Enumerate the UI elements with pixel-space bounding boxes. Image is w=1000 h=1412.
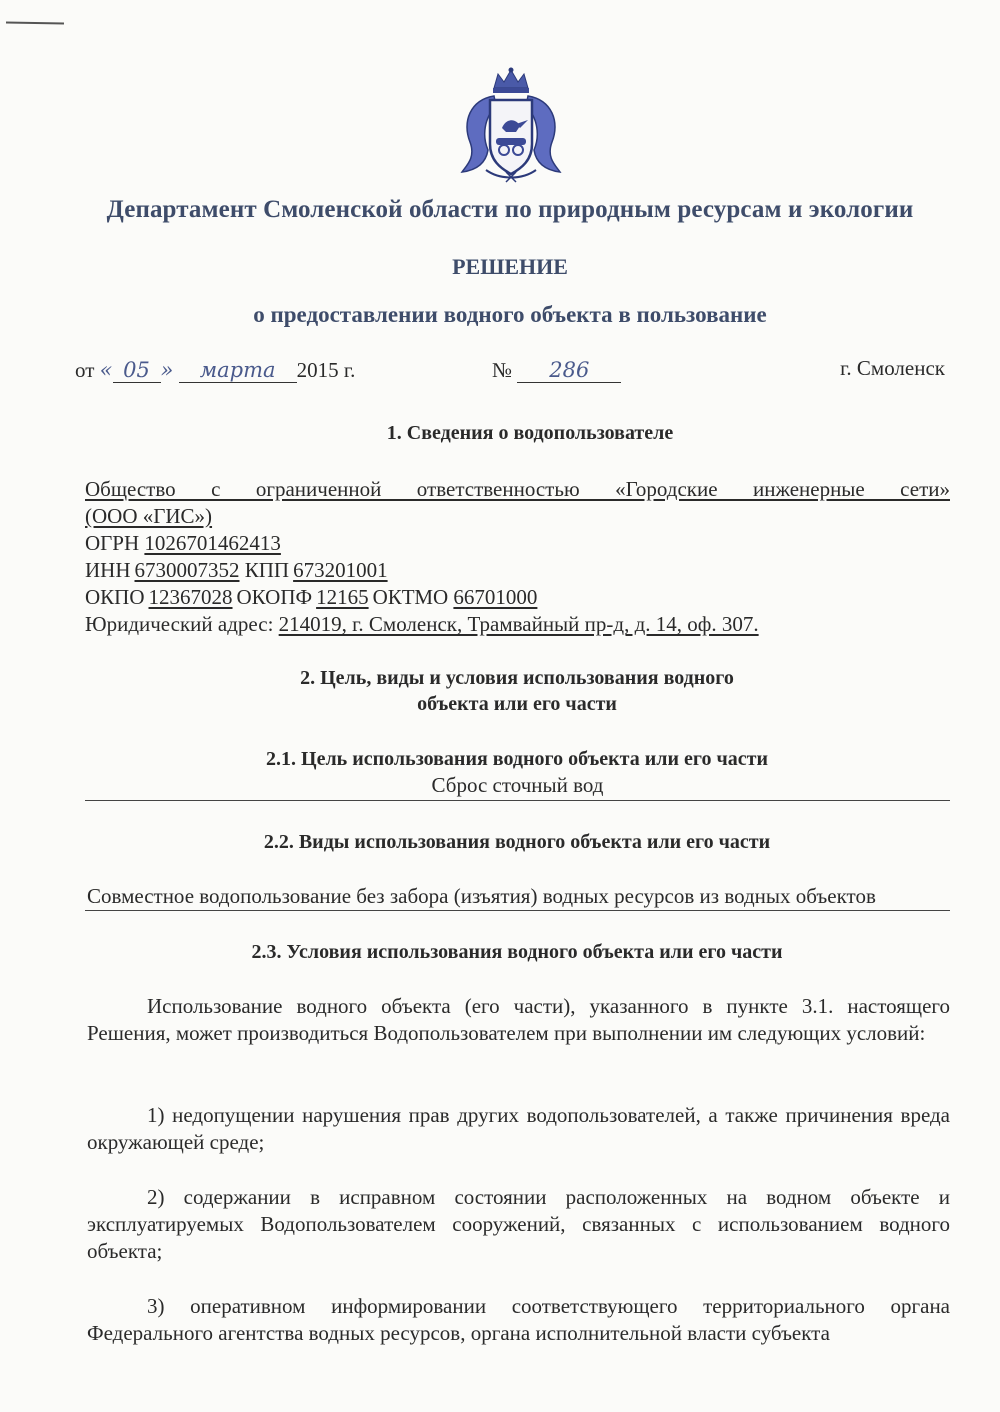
- address-label: Юридический адрес:: [85, 612, 274, 636]
- date-line: [75, 358, 355, 383]
- inn-label: ИНН: [85, 558, 131, 582]
- number-label: №: [492, 358, 513, 382]
- ogrn-value: 1026701462413: [144, 531, 281, 555]
- oktmo-label: ОКТМО: [372, 585, 449, 609]
- city: г. Смоленск: [840, 356, 945, 380]
- address-row: [85, 611, 950, 638]
- purpose-value: Сброс сточный вод: [431, 773, 604, 797]
- okopf-value: 12165: [316, 585, 369, 609]
- address-value: 214019, г. Смоленск, Трамвайный пр-д, д. 14, оф. 307.: [278, 612, 759, 636]
- condition-text: 2) содержании в исправном состоянии расположенных на водном объекте и эксплуатируемых Водопользователем сооружений, связанных с использованием водного объекта;: [87, 1185, 950, 1263]
- section2-2-title: 2.2. Виды использования водного объекта или его части: [263, 831, 771, 853]
- date-day: 05: [113, 358, 161, 383]
- scan-mark: [6, 21, 64, 24]
- number-line: [492, 358, 621, 383]
- okpo-label: ОКПО: [85, 585, 145, 609]
- condition-item: [87, 1293, 950, 1347]
- section1-title: 1. Сведения о водопользователе: [386, 422, 674, 444]
- date-month: марта: [179, 358, 297, 383]
- oktmo-value: 66701000: [453, 585, 538, 609]
- okpo-value: 12367028: [148, 585, 233, 609]
- usage-type-rule: [85, 910, 950, 911]
- section2-title-line2: объекта или его части: [417, 693, 617, 715]
- kpp-label: КПП: [244, 558, 290, 582]
- ogrn-label: ОГРН: [85, 531, 140, 555]
- decision-number: 286: [517, 358, 621, 383]
- section2-1-title: 2.1. Цель использования водного объекта или его части: [266, 748, 768, 770]
- conditions-intro-text: Использование водного объекта (его части), указанного в пункте 3.1. настоящего Решения, может производиться Водопользователем при выполнении им следующих условий:: [87, 994, 950, 1045]
- date-open-quote: «: [99, 358, 113, 382]
- condition-item: [87, 1184, 950, 1265]
- coat-of-arms-icon: [456, 66, 566, 184]
- ogrn-row: [85, 530, 950, 557]
- document-subject: о предоставлении водного объекта в пользование: [253, 302, 767, 327]
- inn-value: 6730007352: [134, 558, 240, 582]
- okpo-row: [85, 584, 950, 611]
- conditions-intro: [87, 993, 950, 1047]
- department-name: Департамент Смоленской области по природным ресурсам и экологии: [106, 196, 914, 223]
- condition-text: 1) недопущении нарушения прав других водопользователей, а также причинения вреда окружающей среде;: [87, 1103, 950, 1154]
- date-year: 2015 г.: [296, 358, 356, 382]
- inn-row: [85, 557, 950, 584]
- org-name-line2: (ООО «ГИС»): [85, 504, 213, 528]
- date-prefix: от: [75, 358, 95, 382]
- usage-type-value: Совместное водопользование без забора (изъятия) водных ресурсов из водных объектов: [87, 884, 876, 908]
- condition-item: [87, 1102, 950, 1156]
- kpp-value: 673201001: [293, 558, 388, 582]
- condition-text: 3) оперативном информировании соответствующего территориального органа Федерального агентства водных ресурсов, органа исполнительной власти субъекта: [87, 1294, 950, 1345]
- org-name-line1: Общество с ограниченной ответственностью «Городские инженерные сети»: [85, 477, 950, 501]
- purpose-rule: [85, 800, 950, 801]
- okopf-label: ОКОПФ: [236, 585, 313, 609]
- document-type: РЕШЕНИЕ: [452, 254, 568, 279]
- water-user-info: [85, 476, 950, 638]
- section2-3-title: 2.3. Условия использования водного объекта или его части: [251, 941, 783, 963]
- date-close-quote: »: [160, 358, 174, 382]
- section2-title-line1: 2. Цель, виды и условия использования водного: [300, 667, 734, 689]
